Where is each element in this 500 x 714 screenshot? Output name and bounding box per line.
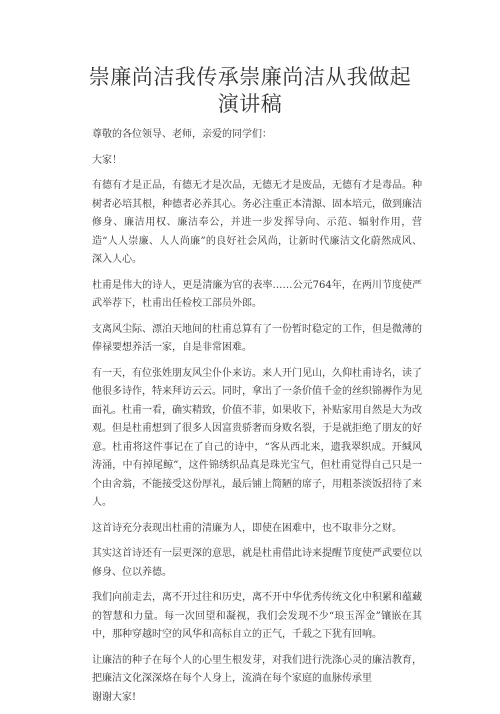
paragraph-dufu-hardship: 支离风尘际、漂泊天地间的杜甫总算有了一份暂时稳定的工作，但是微薄的俸禄要想养活一家，自是非常困难。 xyxy=(92,323,422,353)
greeting: 大家！ xyxy=(92,154,122,166)
document-title-line2: 演讲稿 xyxy=(217,92,283,116)
document-body xyxy=(92,126,422,714)
closing-thanks: 谢谢大家! xyxy=(92,691,137,703)
paragraph-history-wisdom: 我们向前走去，离不开过往和历史，离不开中华优秀传统文化中积累和蕴藏的智慧和力量。每一次回望和凝视，我们会发现不少“琅玉浑金”镶嵌在其中，那种穿越时空的风华和高标自立的正气，千载之下犹有回响。 xyxy=(92,592,422,640)
paragraph-friend-visit: 有一天，有位张姓朋友风尘仆仆来访。来人开门见山，久仰杜甫诗名，读了他很多诗作，特来拜访云云。同时，拿出了一条价值千金的丝织锦褥作为见面礼。杜甫一看，确实精致，价值不菲，如果收下，补贴家用自然是大为改观。但是杜甫想到了很多人因富贵骄奢而身败名裂，于是就拒绝了朋友的好意。杜甫将这件事记在了自己的诗中，“客从西北来，遗我翠织成。开缄风涛涌，中有掉尾鲸”，这件锦绣织品真是珠光宝气，但杜甫觉得自己只是一个由舍翁，不能接受这份厚礼，最后铺上简陋的席子，用粗茶淡饭招待了来人。 xyxy=(92,367,422,508)
salutation: 尊敬的各位领导、老师，亲爱的同学们： xyxy=(92,129,272,140)
paragraph-poem-meaning: 这首诗充分表现出杜甫的清廉为人，即使在困难中，也不取非分之财。 xyxy=(92,522,402,534)
document-title-line1: 崇廉尚洁我传承崇廉尚洁从我做起 xyxy=(88,65,412,89)
paragraph-virtue: 有德有才是正品，有德无才是次品，无德无才是废品，无德有才是毒品。种树者必培其根，种德者必养其心。务必注重正本清源、固本培元，做到廉洁修身、廉洁用权、廉洁奉公，并进一步发挥导向、示范、辐射作用，营造“人人崇廉、人人尚廉”的良好社会风尚，让新时代廉洁文化蔚然成风、深入人心。 xyxy=(92,180,422,265)
paragraph-integrity-education: 让廉洁的种子在每个人的心里生根发芽，对我们进行洗涤心灵的廉洁教育，把廉洁文化深深烙在每个人身上，流淌在每个家庭的血脉传承里 xyxy=(92,654,422,684)
paragraph-deeper-meaning: 其实这首诗还有一层更深的意思，就是杜甫借此诗来提醒节度使严武要位以修身、位以养德。 xyxy=(92,548,422,578)
paragraph-dufu-intro: 杜甫是伟大的诗人，更是清廉为官的表率……公元764年，在两川节度使严武举荐下，杜甫出任检校工部员外郎。 xyxy=(92,279,422,309)
